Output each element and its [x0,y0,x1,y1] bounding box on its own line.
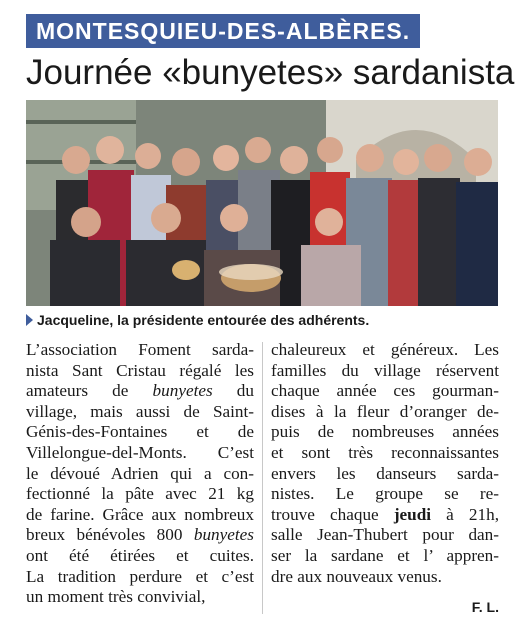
body-line [26,546,254,567]
body-line: un moment très convivial, [26,587,206,607]
photo-caption [26,310,498,330]
body-line: La tradition perdure et c’est [26,566,254,586]
body-line: Génis-des-Fontaines et de [26,422,254,442]
body-line: familles du village réservent [271,360,499,380]
body-line: dre aux nouveaux venus. [271,566,442,586]
column-divider [262,342,263,614]
headline: Journée «bunyetes» sardanista [26,53,515,92]
body-text: breux bénévoles 800 [26,525,194,545]
body-text: trouve chaque [271,504,394,524]
body-line: ser la sardane et l’ appren- [271,545,499,565]
author-signature: F. L. [471,599,499,615]
body-column-right [271,340,499,587]
body-line: de farine. Grâce aux nombreux [26,504,254,524]
body-line: nista Sant Cristau régalé les [26,360,254,380]
body-line: village, mais aussi de Saint- [26,401,254,421]
section-kicker: MONTESQUIEU-DES-ALBÈRES. [26,14,420,48]
body-italic: bunyetes [152,381,213,401]
body-line: Villelongue-del-Monts. C’est [26,442,254,462]
body-line: envers les danseurs sarda- [271,463,499,483]
body-italic: bunyetes [193,525,254,545]
caption-marker-icon [26,314,33,326]
body-bold: jeudi [393,504,432,524]
body-line [26,381,254,402]
body-line: dises à la fleur d’oranger de- [271,401,499,421]
body-line [26,525,254,546]
body-line: puis de nombreuses années [271,422,499,442]
body-text: du [212,381,254,401]
group-photo-icon [26,100,498,306]
body-line: chaleureux et généreux. Les [271,340,499,359]
body-line: salle Jean-Thubert pour dan- [271,525,499,545]
body-line: fectionné la pâte avec 21 kg [26,484,254,504]
body-line: L’association Foment sarda- [26,340,254,359]
caption-text: Jacqueline, la présidente entourée des adhérents. [37,312,370,328]
body-column-left [26,340,254,608]
body-text: amateurs de [26,381,153,401]
body-text: ont été étirées et cuites. [26,545,254,565]
body-line [271,505,499,526]
body-line: chaque année ces gourman- [271,381,499,401]
body-line: et sont très reconnaissantes [271,442,499,462]
body-line: le dévoué Adrien qui a con- [26,463,254,483]
article-photo [26,100,498,306]
body-line: nistes. Le groupe se re- [271,484,499,504]
body-text: à 21h, [431,504,499,524]
